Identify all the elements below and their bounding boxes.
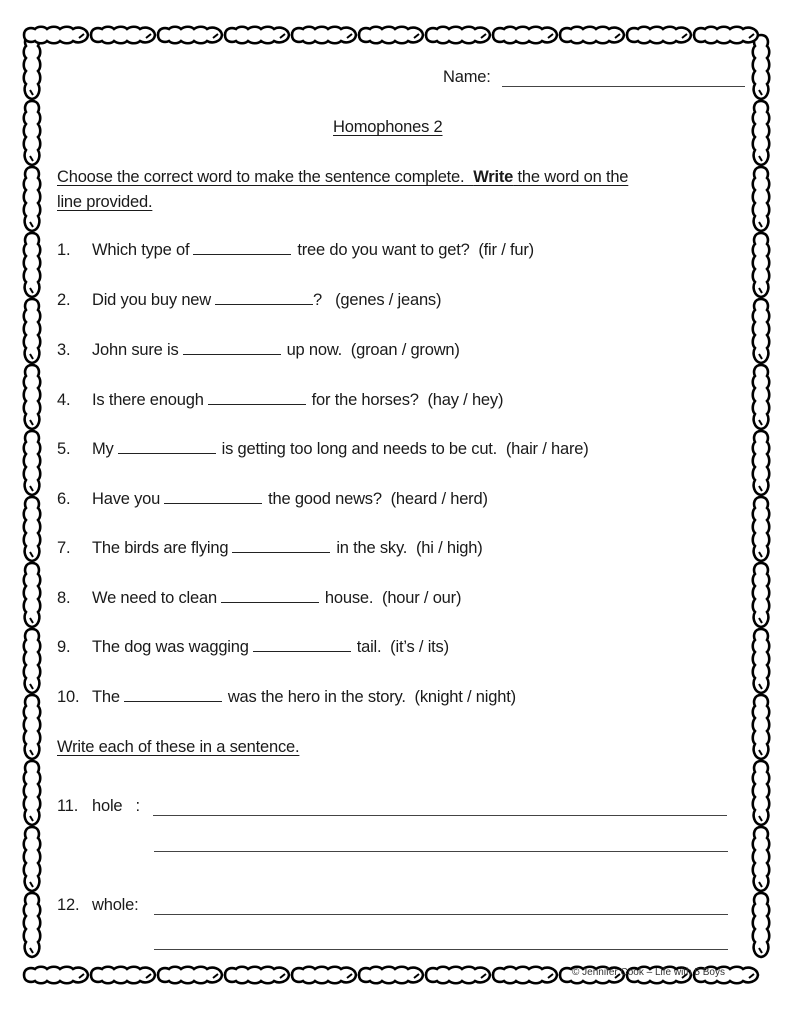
instructions-line-1: [57, 168, 628, 187]
question-5: [57, 440, 589, 459]
question-text-after: tree do you want to get? (fir / fur): [297, 241, 534, 259]
answer-blank[interactable]: [124, 700, 222, 702]
top-chain: [24, 27, 758, 44]
question-text-after: house. (hour / our): [324, 589, 462, 607]
question-text-before: The dog was wagging: [92, 638, 249, 656]
sentence-line-11a[interactable]: [153, 815, 727, 816]
question-number: 8.: [57, 589, 71, 607]
question-text-after: ? (genes / jeans): [313, 291, 442, 309]
item-number: 11.: [57, 797, 79, 815]
item-number: 12.: [57, 896, 80, 914]
sentence-item-11: [57, 797, 140, 816]
question-3: [57, 341, 460, 360]
question-text-before: The: [92, 688, 120, 706]
right-chain: [753, 35, 770, 957]
question-8: [57, 589, 461, 608]
question-text-before: John sure is: [92, 341, 179, 359]
question-number: 2.: [57, 291, 71, 309]
instructions-line-2: line provided.: [57, 193, 153, 211]
sentence-line-11b[interactable]: [154, 851, 728, 852]
question-text-before: The birds are flying: [92, 539, 229, 557]
instructions-write-bold: Write: [473, 168, 514, 186]
instructions-text-a: Choose the correct word to make the sentence complete.: [57, 168, 474, 186]
item-word: hole :: [92, 797, 140, 815]
copyright-footer: © Jennifer Cook – Life with 5 Boys: [572, 967, 725, 978]
answer-blank[interactable]: [221, 601, 319, 603]
question-text-before: We need to clean: [92, 589, 217, 607]
question-7: [57, 539, 483, 558]
answer-blank[interactable]: [208, 403, 306, 405]
question-4: [57, 391, 503, 410]
question-text-before: Is there enough: [92, 391, 204, 409]
worksheet-title: Homophones 2: [333, 118, 443, 136]
question-text-after: tail. (it’s / its): [356, 638, 449, 656]
question-9: [57, 638, 449, 657]
question-text-after: for the horses? (hay / hey): [311, 391, 504, 409]
answer-blank[interactable]: [232, 551, 330, 553]
question-text-after: up now. (groan / grown): [286, 341, 460, 359]
answer-blank[interactable]: [193, 253, 291, 255]
question-2: [57, 291, 441, 310]
question-number: 10.: [57, 688, 80, 706]
answer-blank[interactable]: [253, 650, 351, 652]
name-input-line[interactable]: [502, 86, 745, 87]
answer-blank[interactable]: [215, 303, 313, 305]
question-1: [57, 241, 534, 260]
question-text-before: Did you buy new: [92, 291, 211, 309]
instructions-text-b: the word on the: [513, 168, 629, 186]
question-text-after: was the hero in the story. (knight / night): [227, 688, 516, 706]
question-number: 6.: [57, 490, 71, 508]
answer-blank[interactable]: [118, 452, 216, 454]
answer-blank[interactable]: [164, 502, 262, 504]
item-word: whole:: [92, 896, 139, 914]
answer-blank[interactable]: [183, 353, 281, 355]
question-number: 3.: [57, 341, 71, 359]
question-text-before: Which type of: [92, 241, 190, 259]
question-6: [57, 490, 488, 509]
question-text-after: the good news? (heard / herd): [268, 490, 488, 508]
question-text-before: Have you: [92, 490, 161, 508]
question-number: 7.: [57, 539, 71, 557]
name-label: Name:: [443, 68, 491, 86]
left-chain: [24, 35, 41, 957]
question-text-before: My: [92, 440, 114, 458]
question-number: 9.: [57, 638, 71, 656]
question-number: 5.: [57, 440, 71, 458]
question-text-after: in the sky. (hi / high): [336, 539, 483, 557]
question-number: 1.: [57, 241, 71, 259]
question-number: 4.: [57, 391, 71, 409]
sentence-item-12: [57, 896, 139, 915]
sentence-line-12a[interactable]: [154, 914, 728, 915]
question-text-after: is getting too long and needs to be cut. (hair / hare): [221, 440, 589, 458]
question-10: [57, 688, 516, 707]
section-2-heading: Write each of these in a sentence.: [57, 738, 300, 756]
sentence-line-12b[interactable]: [154, 949, 728, 950]
